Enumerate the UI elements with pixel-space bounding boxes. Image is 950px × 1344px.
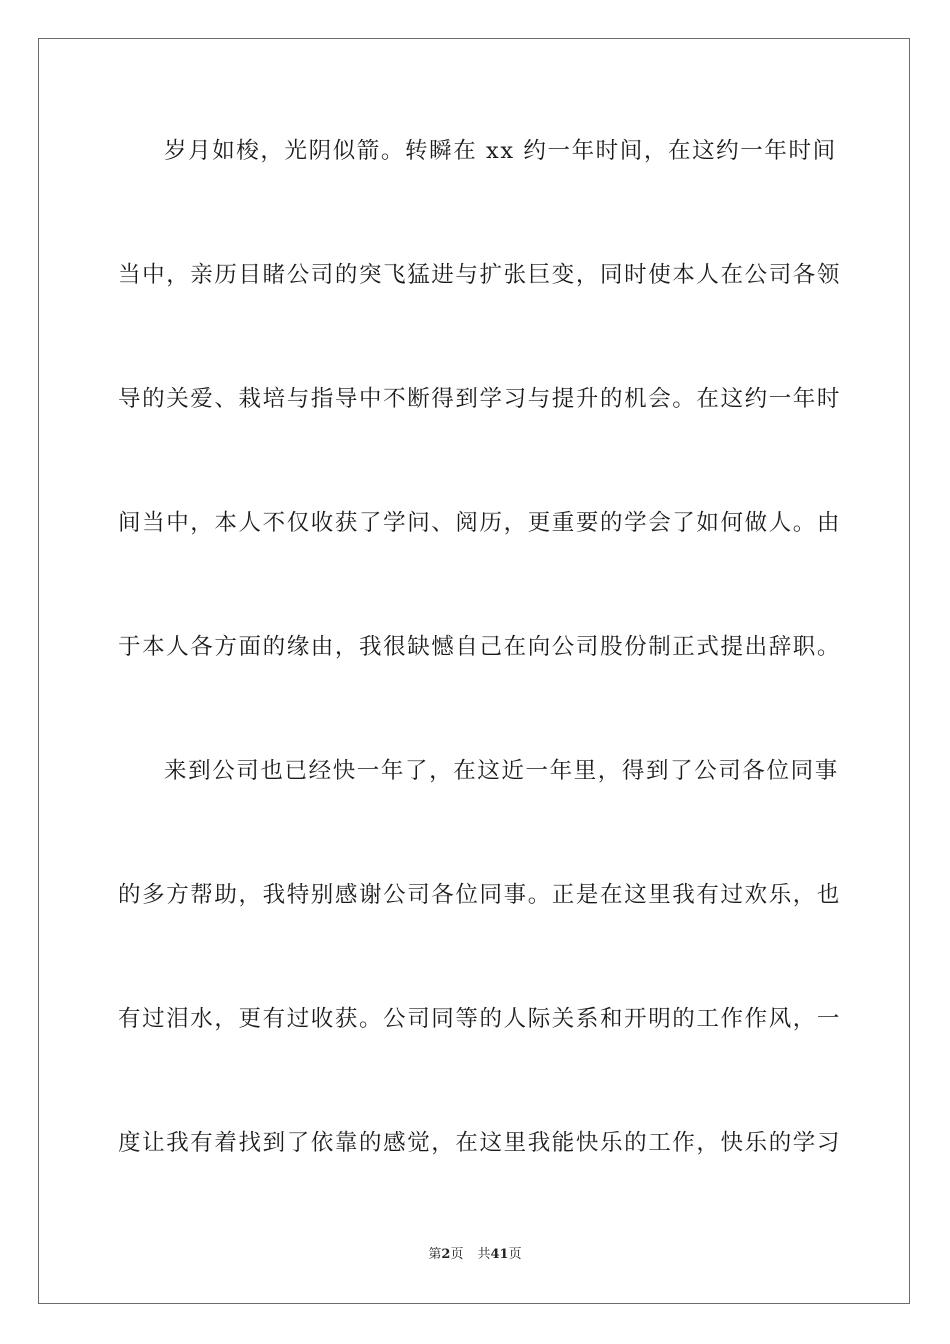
page-number: 2 (441, 1247, 451, 1262)
paragraph-2-line-4: 度让我有着找到了依靠的感觉，在这里我能快乐的工作，快乐的学习 (118, 1130, 842, 1156)
paragraph-1-line-2: 当中，亲历目睹公司的突飞猛进与扩张巨变，同时使本人在公司各领 (118, 262, 842, 288)
paragraph-1-line-5: 于本人各方面的缘由，我很缺憾自己在向公司股份制正式提出辞职。 (118, 634, 842, 660)
paragraph-2-line-2: 的多方帮助，我特别感谢公司各位同事。正是在这里我有过欢乐，也 (118, 882, 842, 908)
paragraph-2-line-1: 来到公司也已经快一年了，在这近一年里，得到了公司各位同事 (164, 758, 839, 784)
paragraph-1-line-1: 岁月如梭，光阴似箭。转瞬在 xx 约一年时间，在这约一年时间 (164, 138, 837, 164)
paragraph-2-line-3: 有过泪水，更有过收获。公司同等的人际关系和开明的工作作风，一 (118, 1006, 842, 1032)
page-frame (38, 38, 910, 1304)
total-prefix: 共 (477, 1247, 491, 1262)
page-footer (0, 1246, 950, 1264)
total-pages: 41 (490, 1247, 509, 1262)
page-suffix: 页 (450, 1247, 464, 1262)
paragraph-1-line-3: 导的关爱、栽培与指导中不断得到学习与提升的机会。在这约一年时 (118, 386, 842, 412)
page-prefix: 第 (428, 1247, 442, 1262)
total-suffix: 页 (508, 1247, 522, 1262)
paragraph-1-line-4: 间当中，本人不仅收获了学问、阅历，更重要的学会了如何做人。由 (118, 510, 842, 536)
